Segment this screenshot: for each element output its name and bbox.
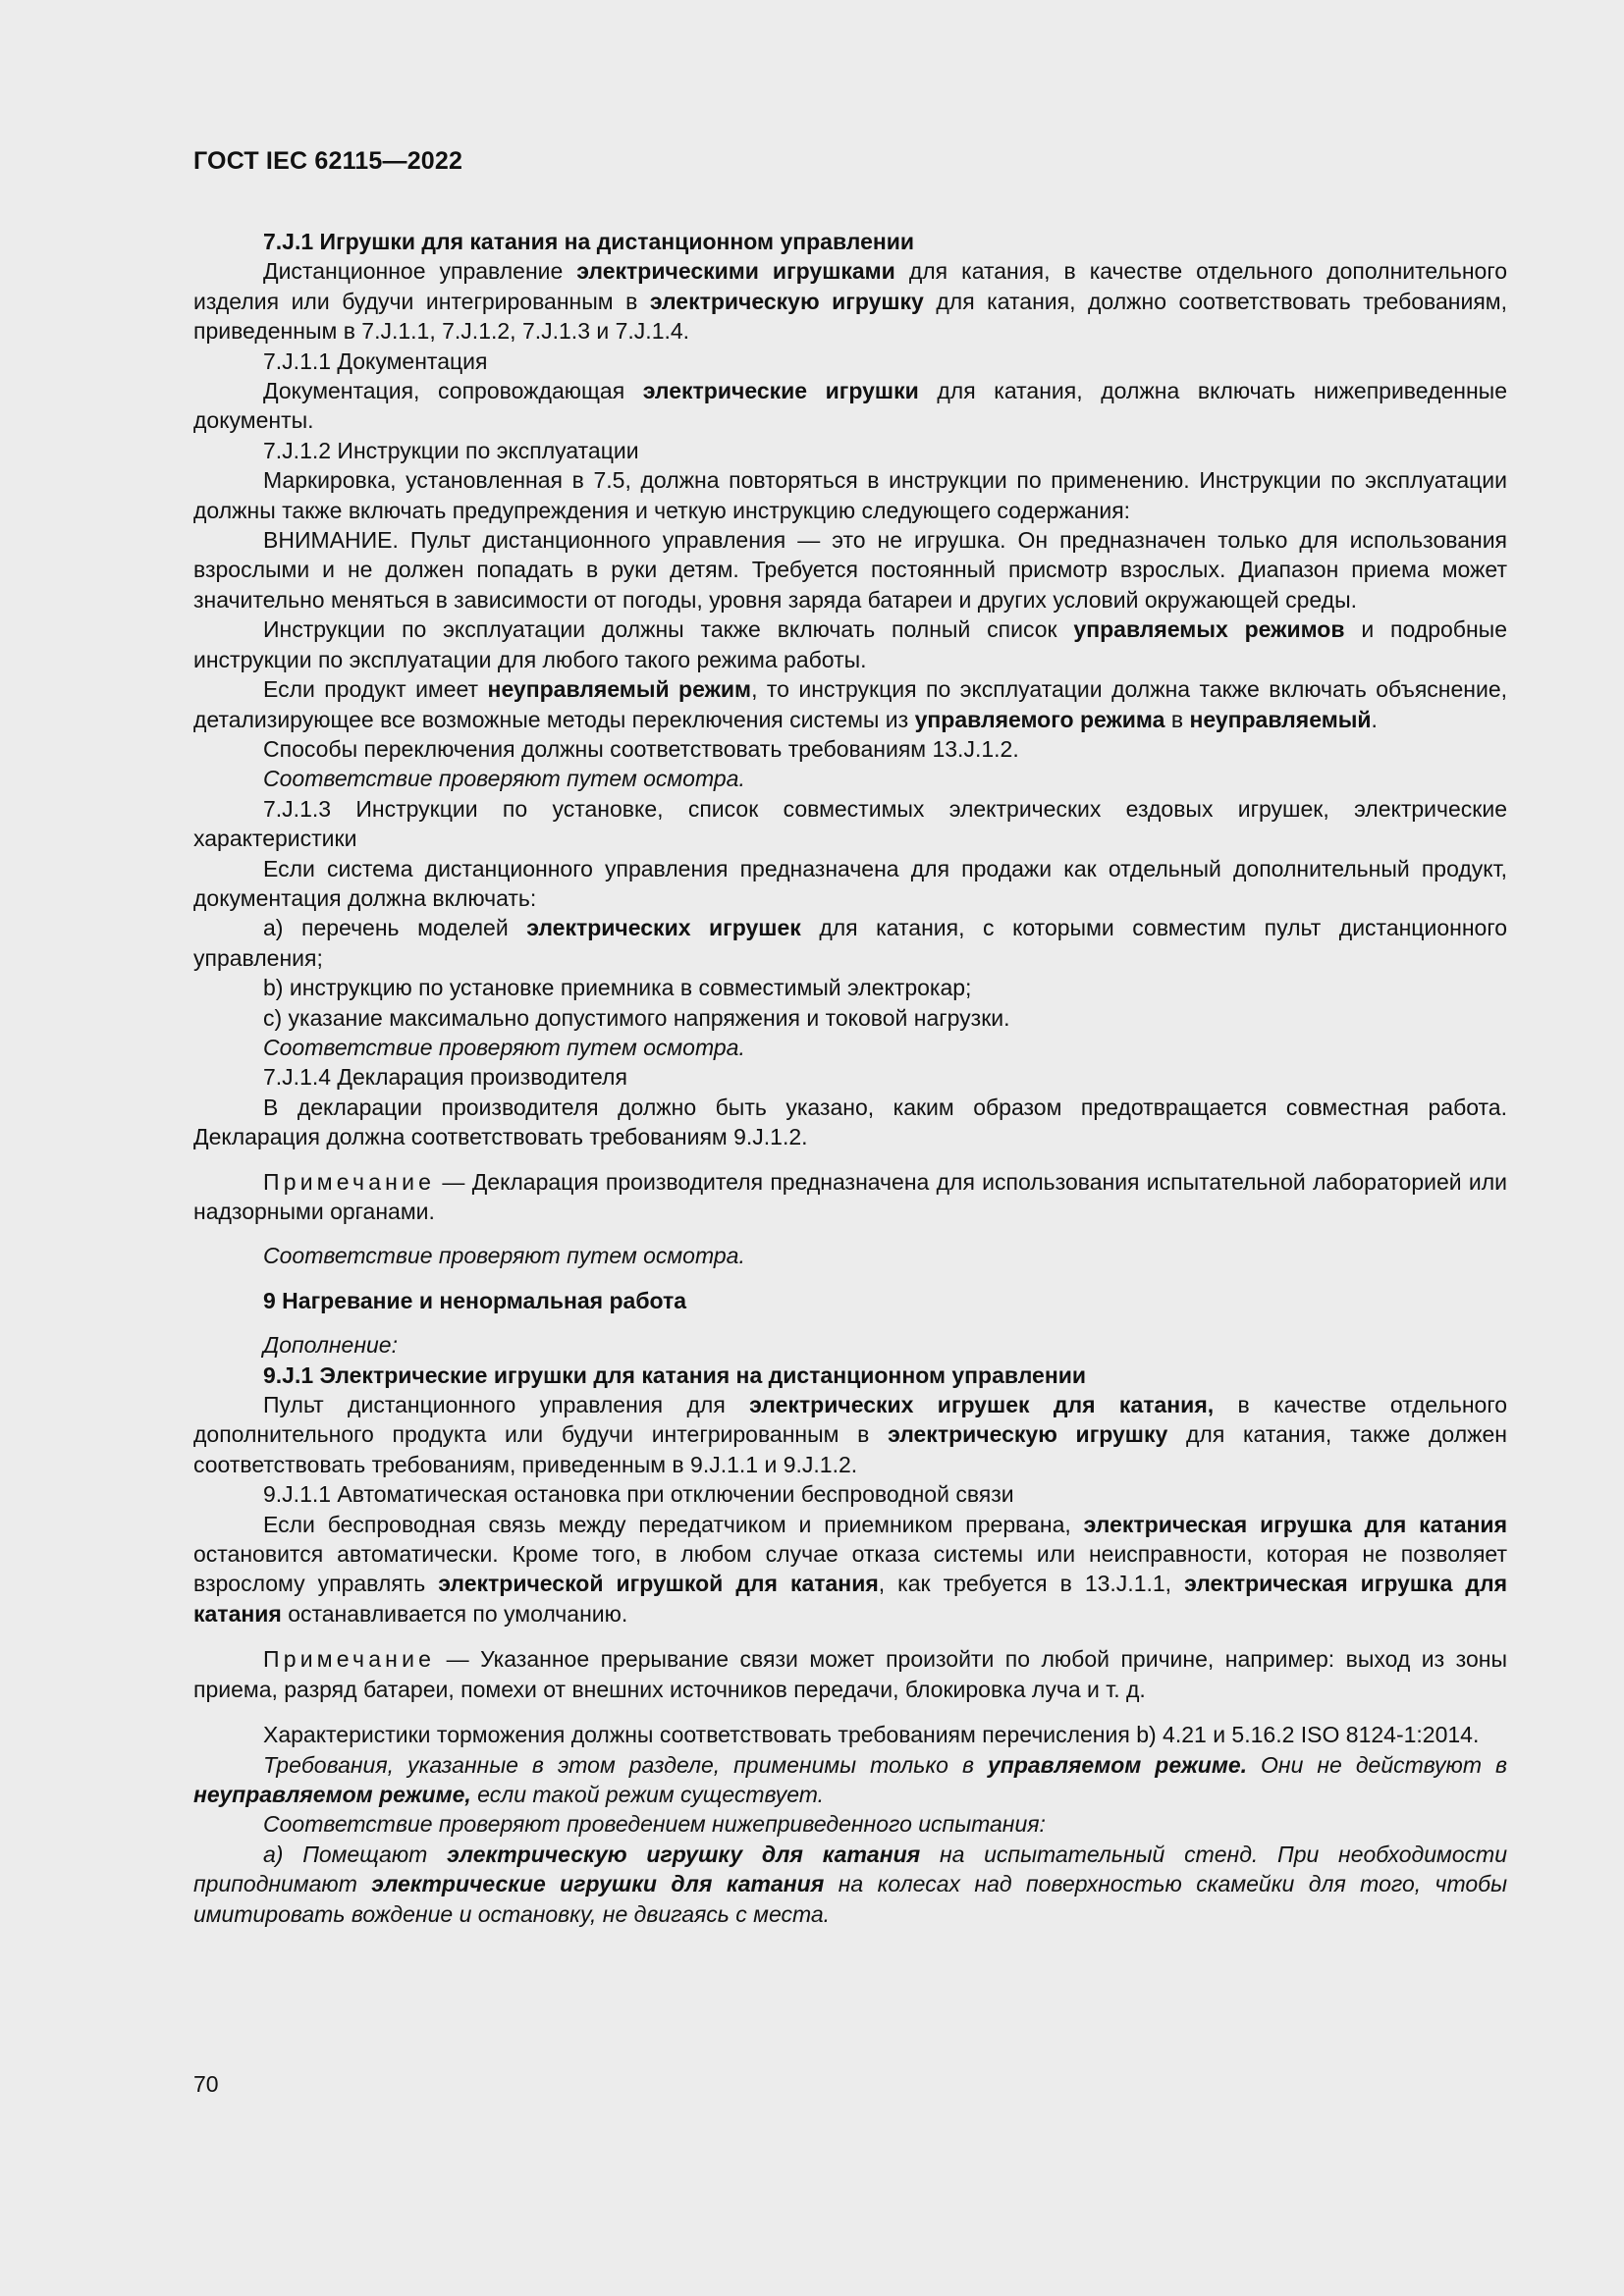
paragraph — [193, 1093, 1507, 1152]
paragraph — [193, 734, 1507, 764]
paragraph — [193, 1510, 1507, 1629]
text-run: в — [1164, 706, 1190, 732]
text-run: b) инструкцию по установке приемника в совместимый электрокар; — [263, 975, 972, 1001]
bold-term: неуправляемый режим — [487, 676, 752, 703]
text-run: Документация, сопровождающая — [263, 378, 643, 404]
bold-term: неуправляемый — [1189, 706, 1372, 732]
text-run: Они не действуют в — [1247, 1751, 1508, 1778]
note-label: Примечание — [263, 1168, 436, 1195]
text-run: если такой режим существует. — [470, 1781, 825, 1807]
text-run: Соответствие проверяют путем осмотра. — [263, 766, 745, 792]
document-header: ГОСТ IEC 62115—2022 — [193, 147, 463, 175]
paragraph — [193, 1003, 1507, 1033]
paragraph — [193, 614, 1507, 674]
text-run: 9.J.1.1 Автоматическая остановка при отключении беспроводной связи — [263, 1481, 1014, 1508]
paragraph — [193, 227, 1507, 256]
text-run: 7.J.1.1 Документация — [263, 347, 488, 374]
text-run: Требования, указанные в этом разделе, применимы только в — [263, 1751, 988, 1778]
text-run: a) Помещают — [263, 1841, 448, 1867]
paragraph — [193, 764, 1507, 793]
bold-term: электрической игрушкой для катания — [438, 1571, 879, 1597]
text-run: Если продукт имеет — [263, 676, 488, 703]
paragraph — [193, 376, 1507, 436]
bold-term: управляемых режимов — [1073, 616, 1345, 643]
text-run: остановится автоматически. Кроме того, в любом случае отказа системы или неисправности, которая не позволяет взрослому управлять — [193, 1541, 1507, 1597]
text-run: Пульт дистанционного управления для — [263, 1392, 750, 1418]
paragraph — [193, 1241, 1507, 1270]
bold-term: управляемого режима — [914, 706, 1165, 732]
text-run: Соответствие проверяют путем осмотра. — [263, 1034, 745, 1060]
paragraph — [193, 1167, 1507, 1227]
text-run: Если система дистанционного управления предназначена для продажи как отдельный дополнительный продукт, документация должна включать: — [193, 855, 1507, 911]
text-run: 7.J.1.2 Инструкции по эксплуатации — [263, 437, 639, 463]
text-run: на колесах над поверхностью скамейки для того, чтобы имитировать вождение и остановку, не двигаясь с места. — [193, 1871, 1507, 1927]
bold-term: 7.J.1 Игрушки для катания на дистанционном управлении — [263, 229, 915, 254]
bold-term: неуправляемом режиме, — [193, 1781, 471, 1807]
bold-term: электрическую игрушку для катания — [447, 1841, 921, 1867]
text-run: Соответствие проверяют путем осмотра. — [263, 1243, 745, 1269]
paragraph — [193, 1390, 1507, 1479]
text-run: c) указание максимально допустимого напряжения и токовой нагрузки. — [263, 1004, 1010, 1031]
paragraph — [193, 1479, 1507, 1509]
text-run: Характеристики торможения должны соответствовать требованиям перечисления b) 4.21 и 5.16.2 ISO 8124-1:2014. — [263, 1722, 1480, 1748]
text-run: , то инструкция по эксплуатации должна также включать объяснение, детализирующее все возможные методы переключения системы из — [193, 676, 1508, 732]
paragraph — [193, 1033, 1507, 1062]
text-run: Соответствие проверяют проведением нижеприведенного испытания: — [263, 1811, 1046, 1838]
paragraph — [193, 1809, 1507, 1839]
text-run: Инструкции по эксплуатации должны также включать полный список — [263, 616, 1074, 643]
paragraph — [193, 1644, 1507, 1704]
bold-term: электрическую игрушку — [649, 288, 924, 314]
text-run: a) перечень моделей — [263, 915, 527, 941]
text-run: ВНИМАНИЕ. Пульт дистанционного управления — это не игрушка. Он предназначен только для использования взрослыми и не должен попадать в руки детям. Требуется постоянный присмотр взрослых. Диапазон приема может значительно меняться в зависимости от погоды, уровня заряда батареи и других условий окружающей среды. — [193, 527, 1507, 613]
bold-term: электрические игрушки для катания — [371, 1871, 825, 1897]
text-run: — Декларация производителя предназначена для использования испытательной лабораторией или надзорными органами. — [193, 1168, 1507, 1224]
text-run: Способы переключения должны соответствовать требованиям 13.J.1.2. — [263, 735, 1019, 762]
bold-term: электрическая игрушка для катания — [1083, 1511, 1507, 1537]
paragraph — [193, 1720, 1507, 1749]
bold-term: управляемом режиме. — [988, 1751, 1248, 1778]
text-run: 7.J.1.3 Инструкции по установке, список совместимых электрических ездовых игрушек, электрические характеристики — [193, 795, 1507, 852]
bold-term: электрических игрушек — [526, 915, 801, 941]
document-body — [193, 227, 1507, 1929]
text-run: для катания, должно соответствовать требованиям, приведенным в 7.J.1.1, 7.J.1.2, 7.J.1.3 и 7.J.1.4. — [193, 288, 1507, 345]
text-run: . — [1371, 706, 1378, 732]
bold-term: электрических игрушек для катания, — [749, 1392, 1215, 1418]
paragraph — [193, 1840, 1507, 1929]
text-run: , как требуется в 13.J.1.1, — [878, 1571, 1185, 1597]
bold-term: электрическую игрушку — [888, 1421, 1168, 1448]
paragraph — [193, 913, 1507, 973]
text-run: и подробные инструкции по эксплуатации для любого такого режима работы. — [193, 616, 1507, 672]
paragraph — [193, 973, 1507, 1002]
text-run: для катания, с которыми совместим пульт дистанционного управления; — [193, 915, 1507, 971]
note-label: Примечание — [263, 1646, 436, 1673]
text-run: в качестве отдельного дополнительного продукта или будучи интегрированным в — [193, 1392, 1507, 1448]
paragraph — [193, 465, 1507, 525]
text-run: для катания, должна включать нижеприведенные документы. — [193, 378, 1507, 434]
text-run: Маркировка, установленная в 7.5, должна повторяться в инструкции по применению. Инструкции по эксплуатации должны также включать предупреждения и четкую инструкцию следующего содержания: — [193, 467, 1507, 523]
paragraph — [193, 347, 1507, 376]
paragraph — [193, 1750, 1507, 1810]
page-number: 70 — [193, 2071, 219, 2097]
paragraph — [193, 674, 1507, 734]
text-run: Дополнение: — [263, 1332, 398, 1359]
text-run: Дистанционное управление — [263, 258, 577, 285]
paragraph — [193, 256, 1507, 346]
bold-term: 9 Нагревание и ненормальная работа — [263, 1287, 687, 1313]
paragraph — [193, 794, 1507, 854]
paragraph — [193, 436, 1507, 465]
paragraph — [193, 1330, 1507, 1360]
paragraph — [193, 1286, 1507, 1315]
paragraph — [193, 1361, 1507, 1390]
text-run: останавливается по умолчанию. — [281, 1600, 628, 1627]
text-run: 7.J.1.4 Декларация производителя — [263, 1064, 627, 1091]
paragraph — [193, 1062, 1507, 1092]
paragraph — [193, 525, 1507, 614]
bold-term: электрические игрушки — [642, 378, 919, 404]
text-run: для катания, также должен соответствовать требованиям, приведенным в 9.J.1.1 и 9.J.1.2. — [193, 1421, 1508, 1477]
text-run: В декларации производителя должно быть указано, каким образом предотвращается совместная работа. Декларация должна соответствовать требованиям 9.J.1.2. — [193, 1094, 1507, 1150]
text-run: Если беспроводная связь между передатчиком и приемником прервана, — [263, 1511, 1084, 1537]
text-run: на испытательный стенд. При необходимости приподнимают — [193, 1841, 1508, 1897]
text-run: — Указанное прерывание связи может произойти по любой причине, например: выход из зоны приема, разряд батареи, помехи от внешних источников передачи, блокировка луча и т. д. — [193, 1646, 1507, 1702]
bold-term: электрическими игрушками — [576, 258, 895, 285]
bold-term: электрическая игрушка для катания — [193, 1571, 1507, 1627]
bold-term: 9.J.1 Электрические игрушки для катания на дистанционном управлении — [263, 1362, 1086, 1388]
text-run: для катания, в качестве отдельного дополнительного изделия или будучи интегрированным в — [193, 258, 1507, 314]
paragraph — [193, 854, 1507, 914]
